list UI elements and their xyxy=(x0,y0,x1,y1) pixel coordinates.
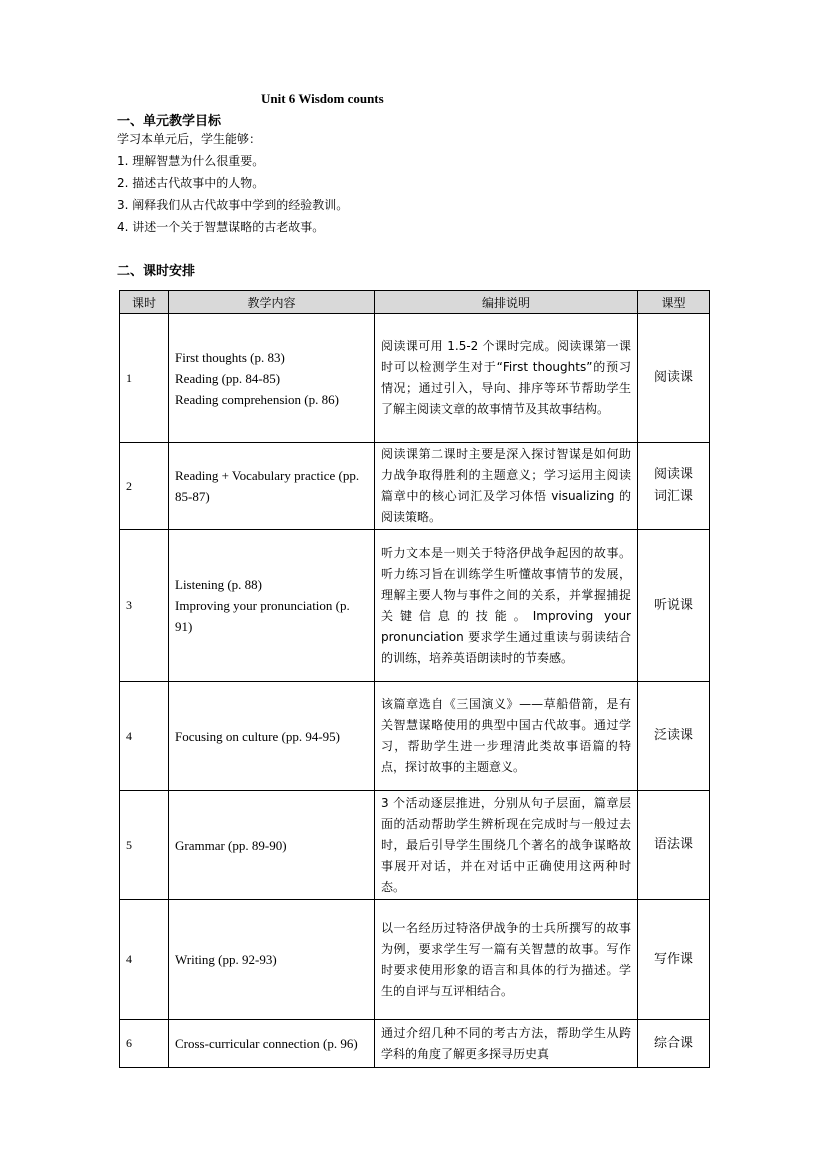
lesson-schedule-table xyxy=(119,290,710,1068)
header-description: 编排说明 xyxy=(375,291,638,314)
table-header-row xyxy=(120,291,710,314)
lesson-content xyxy=(169,314,375,443)
table-row xyxy=(120,1020,710,1068)
document-title: Unit 6 Wisdom counts xyxy=(261,91,384,106)
goal-item: 1. 理解智慧为什么很重要。 xyxy=(117,154,265,168)
lesson-description: 该篇章选自《三国演义》——草船借箭，是有关智慧谋略使用的典型中国古代故事。通过学习，帮助学生进一步理清此类故事语篇的特点，探讨故事的主题意义。 xyxy=(375,682,638,791)
content-line: Grammar (pp. 89-90) xyxy=(175,837,287,853)
content-line: First thoughts (p. 83) xyxy=(175,349,285,365)
lesson-number: 3 xyxy=(120,530,169,682)
lesson-content xyxy=(169,443,375,530)
content-line: Cross-curricular connection (p. 96) xyxy=(175,1035,358,1051)
header-lesson: 课时 xyxy=(120,291,169,314)
lesson-type xyxy=(638,530,710,682)
type-line: 语法课 xyxy=(653,837,693,852)
content-line: Reading (pp. 84-85) xyxy=(175,370,281,386)
content-line: Writing (pp. 92-93) xyxy=(175,952,277,967)
goal-item: 3. 阐释我们从古代故事中学到的经验教训。 xyxy=(117,198,349,212)
intro-text: 学习本单元后，学生能够： xyxy=(117,132,262,146)
type-line: 听说课 xyxy=(653,597,693,613)
type-line: 写作课 xyxy=(653,951,693,967)
type-line: 泛读课 xyxy=(653,728,693,743)
lesson-content xyxy=(169,530,375,682)
table-row xyxy=(120,530,710,682)
lesson-description: 以一名经历过特洛伊战争的士兵所撰写的故事为例，要求学生写一篇有关智慧的故事。写作时要求使用形象的语言和具体的行为描述。学生的自评与互评相结合。 xyxy=(375,900,638,1020)
lesson-content xyxy=(169,682,375,791)
table-row xyxy=(120,900,710,1020)
lesson-description xyxy=(375,1020,638,1068)
lesson-type xyxy=(638,900,710,1020)
content-line: Reading comprehension (p. 86) xyxy=(175,391,339,407)
goal-item: 2. 描述古代故事中的人物。 xyxy=(117,176,265,190)
lesson-type xyxy=(638,1020,710,1068)
header-content: 教学内容 xyxy=(169,291,375,314)
lesson-number: 5 xyxy=(120,791,169,900)
lesson-description: 听力文本是一则关于特洛伊战争起因的故事。听力练习旨在训练学生听懂故事情节的发展，理解主要人物与事件之间的关系，并掌握捕捉关键信息的技能。Improving your pronunciation 要求学生通过重读与弱读结合的训练，培养英语朗读时的节奏感。 xyxy=(375,530,638,682)
table-row xyxy=(120,791,710,900)
type-line: 阅读课 xyxy=(653,370,693,385)
lesson-content xyxy=(169,1020,375,1068)
section-heading-schedule: 二、课时安排 xyxy=(117,264,196,279)
table-row xyxy=(120,682,710,791)
lesson-content xyxy=(169,791,375,900)
lesson-number: 4 xyxy=(120,682,169,791)
lesson-description: 阅读课可用 1.5-2 个课时完成。阅读课第一课时可以检测学生对于“First thoughts”的预习情况；通过引入，导向、排序等环节帮助学生了解主阅读文章的故事情节及其故事结构。 xyxy=(375,314,638,443)
description-text: 通过介绍几种不同的考古方法，帮助学生从跨学科的角度了解更多探寻历史真 xyxy=(381,1025,631,1061)
lesson-content xyxy=(169,900,375,1020)
goal-item: 4. 讲述一个关于智慧谋略的古老故事。 xyxy=(117,220,325,234)
lesson-description: 3 个活动逐层推进，分别从句子层面，篇章层面的活动帮助学生辨析现在完成时与一般过去时，最后引导学生围绕几个著名的战争谋略故事展开对话，并在对话中正确使用这两种时态。 xyxy=(375,791,638,900)
lesson-type xyxy=(638,791,710,900)
section-heading-goals: 一、单元教学目标 xyxy=(117,114,222,129)
table-row xyxy=(120,314,710,443)
lesson-type xyxy=(638,443,710,530)
content-line: Focusing on culture (pp. 94-95) xyxy=(175,728,341,744)
lesson-description: 阅读课第二课时主要是深入探讨智谋是如何助力战争取得胜利的主题意义；学习运用主阅读篇章中的核心词汇及学习体悟 visualizing 的阅读策略。 xyxy=(375,443,638,530)
content-line: Reading + Vocabulary practice (pp. 85-87) xyxy=(175,468,360,504)
lesson-number: 4 xyxy=(120,900,169,1020)
header-type: 课型 xyxy=(638,291,710,314)
lesson-number: 6 xyxy=(120,1020,169,1068)
lesson-type xyxy=(638,314,710,443)
type-line: 词汇课 xyxy=(653,489,693,504)
type-line: 阅读课 xyxy=(653,467,693,482)
lesson-type xyxy=(638,682,710,791)
lesson-number: 1 xyxy=(120,314,169,443)
type-line: 综合课 xyxy=(653,1035,693,1051)
content-line: Improving your pronunciation (p. 91) xyxy=(175,598,350,634)
table-row xyxy=(120,443,710,530)
content-line: Listening (p. 88) xyxy=(175,577,263,592)
lesson-number: 2 xyxy=(120,443,169,530)
